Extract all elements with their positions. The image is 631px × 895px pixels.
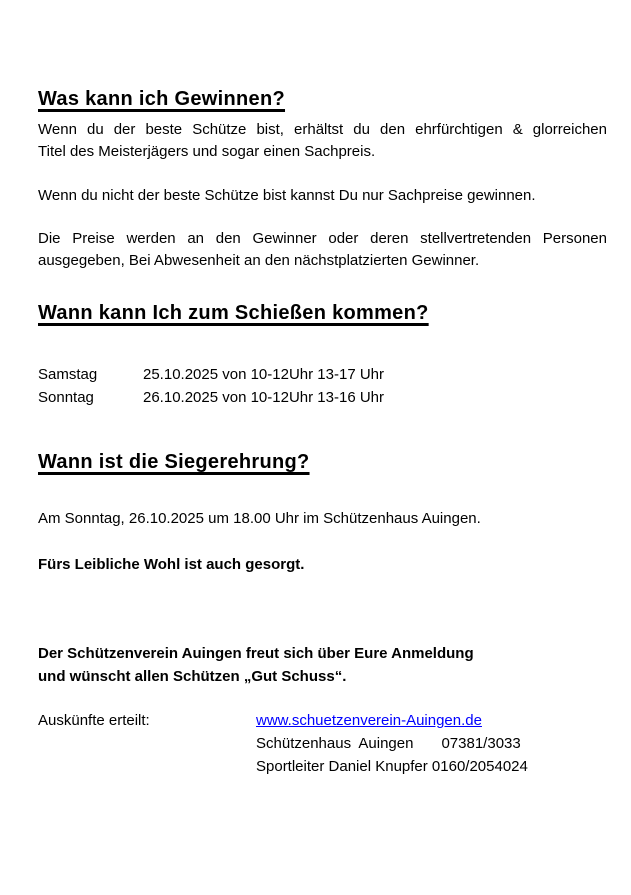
- catering-note: [38, 554, 607, 576]
- heading-ceremony: Wann ist die Siegerehrung?: [38, 451, 310, 473]
- website-link[interactable]: www.schuetzenverein-Auingen.de: [256, 712, 482, 729]
- paragraph-line: Titel des Meisterjägers und sogar einen Sachpreis.: [38, 143, 376, 160]
- contact-label: Auskünfte erteilt:: [38, 712, 150, 729]
- contact-sport-leader: Sportleiter Daniel Knupfer 0160/2054024: [256, 758, 528, 775]
- ceremony-text: [38, 508, 607, 530]
- schedule-row: [38, 363, 607, 386]
- closing-line: Der Schützenverein Auingen freut sich über Eure Anmeldung: [38, 645, 474, 662]
- paragraph-line: Wenn du der beste Schütze bist, erhältst du den ehrfürchtigen & glorreichen: [38, 121, 607, 138]
- contact-phone: 07381/3033: [441, 735, 521, 752]
- contact-venue: Schützenhaus Auingen: [256, 735, 414, 752]
- heading-schedule: Wann kann Ich zum Schießen kommen?: [38, 302, 429, 324]
- paragraph-prizes-2: [38, 185, 607, 207]
- paragraph-prizes-1: [38, 119, 607, 163]
- schedule-day: Samstag: [38, 366, 98, 383]
- paragraph-prizes-3: [38, 228, 607, 272]
- contact-row: [256, 755, 607, 778]
- paragraph-line: Am Sonntag, 26.10.2025 um 18.00 Uhr im Schützenhaus Auingen.: [38, 510, 481, 527]
- heading-prizes: Was kann ich Gewinnen?: [38, 88, 286, 110]
- closing-block: [38, 642, 607, 688]
- paragraph-line: Die Preise werden an den Gewinner oder deren stellvertretenden Personen: [38, 230, 607, 247]
- schedule-table: [38, 363, 607, 409]
- paragraph-line: ausgegeben, Bei Abwesenheit an den nächstplatzierten Gewinner.: [38, 252, 480, 269]
- schedule-time: 26.10.2025 von 10-12Uhr 13-16 Uhr: [143, 389, 384, 406]
- schedule-day: Sonntag: [38, 389, 94, 406]
- contact-block: [38, 709, 607, 778]
- paragraph-line: Fürs Leibliche Wohl ist auch gesorgt.: [38, 556, 305, 573]
- closing-line: und wünscht allen Schützen „Gut Schuss“.: [38, 668, 347, 685]
- contact-row: [38, 709, 607, 732]
- schedule-row: [38, 386, 607, 409]
- paragraph-line: Wenn du nicht der beste Schütze bist kannst Du nur Sachpreise gewinnen.: [38, 187, 536, 204]
- schedule-time: 25.10.2025 von 10-12Uhr 13-17 Uhr: [143, 366, 384, 383]
- contact-row: [256, 732, 607, 755]
